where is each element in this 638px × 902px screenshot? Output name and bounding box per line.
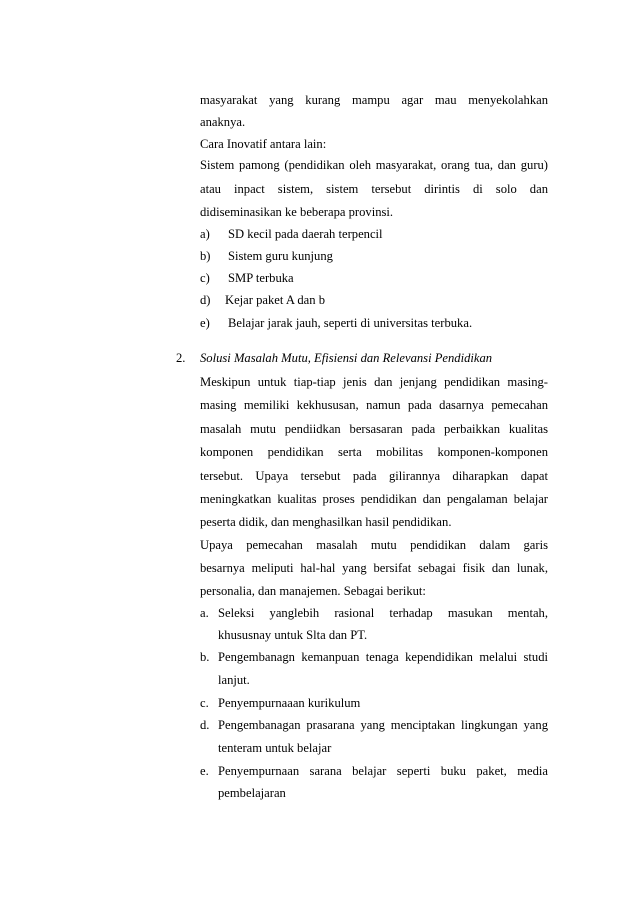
list-item-text: Seleksi yanglebih rasional terhadap masukan mentah, xyxy=(218,606,548,620)
paragraph-line: peserta didik, dan menghasilkan hasil pendidikan. xyxy=(200,515,452,529)
paragraph-line: tersebut. Upaya tersebut pada gilirannya diharapkan dapat xyxy=(200,469,548,483)
list-item-text: pembelajaran xyxy=(218,786,286,800)
list-item-text: Penyempurnaan sarana belajar seperti buku paket, media xyxy=(218,764,548,778)
list-item-label: c) xyxy=(200,271,210,285)
list-item-label: a) xyxy=(200,227,210,241)
list-item-text: Kejar paket A dan b xyxy=(225,293,326,307)
intro-line: anaknya. xyxy=(200,115,246,129)
paragraph-line: masalah mutu pendiidkan bersasaran pada perbaikkan kualitas xyxy=(200,422,548,436)
paragraph-line: personalia, dan manajemen. Sebagai berikut: xyxy=(200,584,426,598)
list-item-label: a. xyxy=(200,606,209,620)
list-item-text: Pengembanagn kemanpuan tenaga kependidikan melalui studi xyxy=(218,650,548,664)
intro-line: Sistem pamong (pendidikan oleh masyarakat, orang tua, dan guru) xyxy=(200,158,548,172)
list-item-label: e. xyxy=(200,764,209,778)
paragraph-line: meningkatkan kualitas proses pendidikan dan pengalaman belajar xyxy=(200,492,548,506)
paragraph-line: Meskipun untuk tiap-tiap jenis dan jenjang pendidikan masing- xyxy=(200,375,548,389)
intro-line: didiseminasikan ke beberapa provinsi. xyxy=(200,205,394,219)
list-item-label: e) xyxy=(200,316,210,330)
list-item-text: Pengembanagan prasarana yang menciptakan lingkungan yang xyxy=(218,718,548,732)
list-item-label: d. xyxy=(200,718,210,732)
list-item-label: b) xyxy=(200,249,211,263)
list-item-label: c. xyxy=(200,696,209,710)
list-item-text: khususnay untuk Slta dan PT. xyxy=(218,628,368,642)
intro-line: atau inpact sistem, sistem tersebut dirintis di solo dan xyxy=(200,182,548,196)
paragraph-line: Upaya pemecahan masalah mutu pendidikan dalam garis xyxy=(200,538,548,552)
section-heading: Solusi Masalah Mutu, Efisiensi dan Relevansi Pendidikan xyxy=(200,351,493,365)
list-item-label: d) xyxy=(200,293,211,307)
list-item-text: Penyempurnaaan kurikulum xyxy=(218,696,361,710)
list-item-text: Belajar jarak jauh, seperti di universitas terbuka. xyxy=(228,316,473,330)
paragraph-line: besarnya meliputi hal-hal yang bersifat sebagai fisik dan lunak, xyxy=(200,561,548,575)
list-item-text: lanjut. xyxy=(218,673,250,687)
intro-line: masyarakat yang kurang mampu agar mau menyekolahkan xyxy=(200,93,548,107)
section-number: 2. xyxy=(176,351,186,365)
paragraph-line: masing memiliki kekhususan, namun pada dasarnya pemecahan xyxy=(200,398,548,412)
list-item-label: b. xyxy=(200,650,210,664)
list-item-text: Sistem guru kunjung xyxy=(228,249,333,263)
list-item-text: SMP terbuka xyxy=(228,271,294,285)
intro-line: Cara Inovatif antara lain: xyxy=(200,137,327,151)
paragraph-line: komponen pendidikan serta mobilitas komponen-komponen xyxy=(200,445,548,459)
list-item-text: tenteram untuk belajar xyxy=(218,741,332,755)
list-item-text: SD kecil pada daerah terpencil xyxy=(228,227,383,241)
